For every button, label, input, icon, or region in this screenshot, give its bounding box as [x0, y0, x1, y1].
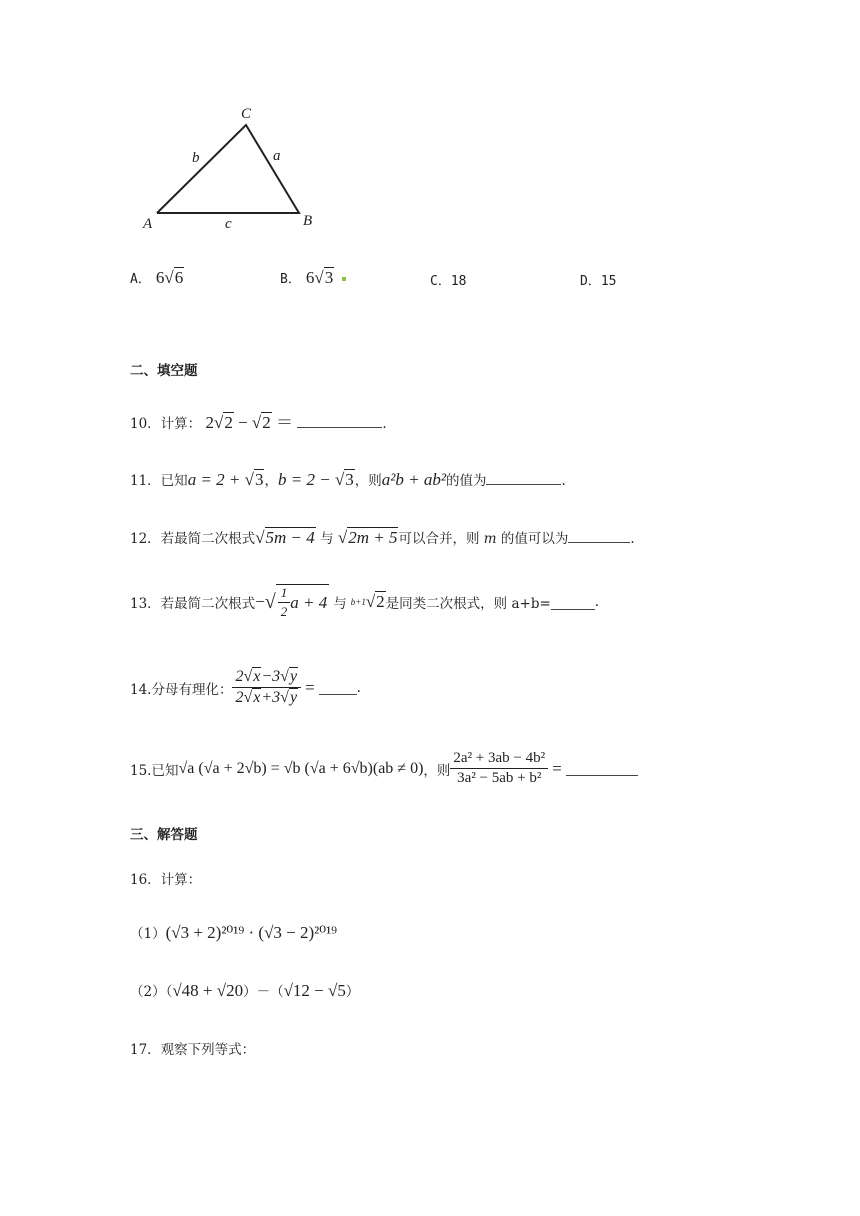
- section-2-title: 二、填空题: [130, 363, 198, 379]
- question-15: 15.已知 √a (√a + 2√b) = √b (√a + 6√b)(ab ≠ 0) ，则 $\frac{\text{2a² + 3ab − 4b²}}{\text{3a² − 5ab + b²}}$ =: [130, 750, 638, 787]
- vertex-a-label: A: [143, 216, 153, 232]
- answer-blank-15[interactable]: [566, 761, 638, 776]
- question-16-title: 16．计算：: [130, 872, 202, 888]
- triangle-outline: [157, 125, 299, 213]
- answer-blank-12[interactable]: [568, 528, 630, 543]
- question-14: 14.分母有理化： $\frac{2√x-3√y}{2√x+3√y}$ = .: [130, 668, 361, 706]
- vertex-c-label: C: [241, 106, 252, 122]
- answer-blank-10[interactable]: [297, 413, 382, 428]
- option-b-value: 6√3: [305, 268, 334, 287]
- option-a-label: A．: [130, 272, 151, 287]
- section-3-title: 三、解答题: [130, 827, 198, 843]
- question-10: 10．计算： 2√2 − √2 ＝ .: [130, 413, 387, 432]
- question-17-title: 17．观察下列等式：: [130, 1042, 256, 1058]
- option-a-value: 6√6: [155, 268, 184, 287]
- question-13: 13．若最简二次根式 − √ $\frac{1}{2}$ a + 4 与 b+1 √2 是同类二次根式，则 a+b= .: [130, 585, 600, 619]
- answer-blank-13[interactable]: [551, 595, 595, 610]
- question-12: 12．若最简二次根式√5m − 4 与 √2m + 5可以合并，则 m 的值可以为 .: [130, 528, 635, 547]
- answer-blank-11[interactable]: [486, 470, 561, 485]
- option-b-label: B．: [280, 272, 301, 287]
- question-16-part-1: （1）(√3 + 2)²⁰¹⁹ · (√3 − 2)²⁰¹⁹: [130, 923, 338, 942]
- green-dot-mark: [342, 277, 346, 281]
- vertex-b-label: B: [303, 213, 313, 229]
- option-c: C．18: [430, 274, 467, 289]
- option-a: [130, 268, 184, 288]
- option-b: [280, 268, 346, 288]
- side-c-label: c: [225, 216, 232, 232]
- option-d: D．15: [580, 274, 617, 289]
- side-a-label: a: [273, 148, 281, 164]
- answer-blank-14[interactable]: [319, 680, 357, 695]
- question-11: 11．已知a = 2 + √3，b = 2 − √3，则a²b + ab²的值为 .: [130, 470, 566, 489]
- question-16-part-2: （2）（√48 + √20）－（√12 − √5）: [130, 981, 360, 1000]
- side-b-label: b: [192, 150, 200, 166]
